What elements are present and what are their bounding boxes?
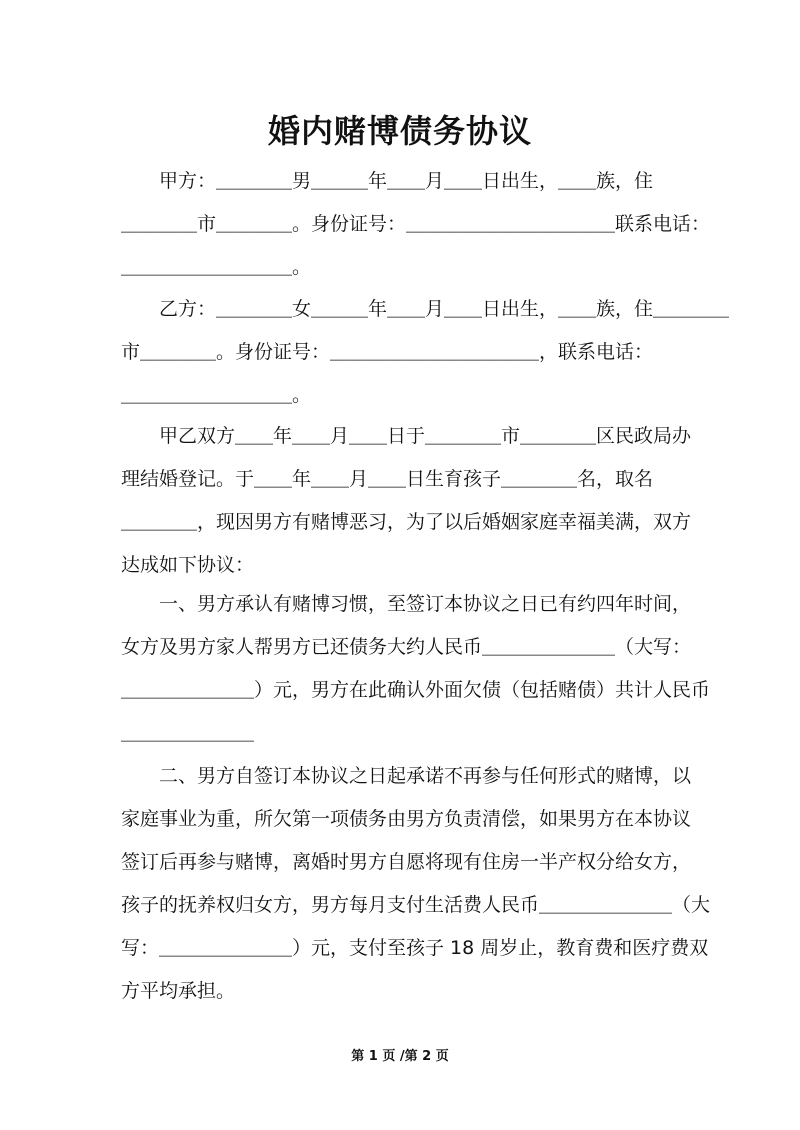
party-a-line-3: ＿＿＿＿＿＿＿＿＿。 xyxy=(121,256,312,278)
clause-2-line-3: 签订后再参与赌博，离婚时男方自愿将现有住房一半产权分给女方， xyxy=(121,851,692,873)
party-b-line-2: 市＿＿＿＿。身份证号：＿＿＿＿＿＿＿＿＿＿＿，联系电话： xyxy=(121,341,654,363)
clause-1-line-1: 一、男方承认有赌博习惯，至签订本协议之日已有约四年时间， xyxy=(121,593,692,615)
clause-2-line-4: 孩子的抚养权归女方，男方每月支付生活费人民币＿＿＿＿＿＿＿（大 xyxy=(121,894,711,916)
clause-2-line-2: 家庭事业为重，所欠第一项债务由男方负责清偿，如果男方在本协议 xyxy=(121,808,692,830)
intro-line-4: 达成如下协议： xyxy=(121,554,255,576)
party-b-line-1: 乙方：＿＿＿＿女＿＿＿年＿＿月＿＿日出生，＿＿族，住＿＿＿＿ xyxy=(121,298,730,320)
party-a-line-1: 甲方：＿＿＿＿男＿＿＿年＿＿月＿＿日出生，＿＿族，住 xyxy=(121,170,654,192)
clause-2-line-1: 二、男方自签订本协议之日起承诺不再参与任何形式的赌博，以 xyxy=(121,765,692,787)
intro-line-3: ＿＿＿＿，现因男方有赌博恶习，为了以后婚姻家庭幸福美满，双方 xyxy=(121,511,692,533)
document-title: 婚内赌博债务协议 xyxy=(267,112,532,150)
clause-1-line-3: ＿＿＿＿＿＿＿）元，男方在此确认外面欠债（包括赌债）共计人民币 xyxy=(121,679,711,701)
party-a-line-2: ＿＿＿＿市＿＿＿＿。身份证号：＿＿＿＿＿＿＿＿＿＿＿联系电话： xyxy=(121,213,711,235)
intro-line-1: 甲乙双方＿＿年＿＿月＿＿日于＿＿＿＿市＿＿＿＿区民政局办 xyxy=(121,425,692,447)
intro-line-2: 理结婚登记。于＿＿年＿＿月＿＿日生育孩子＿＿＿＿名，取名 xyxy=(121,468,654,490)
page-number: 第 1 页 /第 2 页 xyxy=(351,1049,449,1064)
clause-2-line-5: 写：＿＿＿＿＿＿＿）元，支付至孩子 18 周岁止，教育费和医疗费双 xyxy=(121,937,709,959)
clause-2-line-6: 方平均承担。 xyxy=(121,980,236,1002)
clause-1-line-2: 女方及男方家人帮男方已还债务大约人民币＿＿＿＿＿＿＿（大写： xyxy=(121,636,692,658)
party-b-line-3: ＿＿＿＿＿＿＿＿＿。 xyxy=(121,384,312,406)
clause-1-line-4: ＿＿＿＿＿＿＿ xyxy=(121,722,255,744)
